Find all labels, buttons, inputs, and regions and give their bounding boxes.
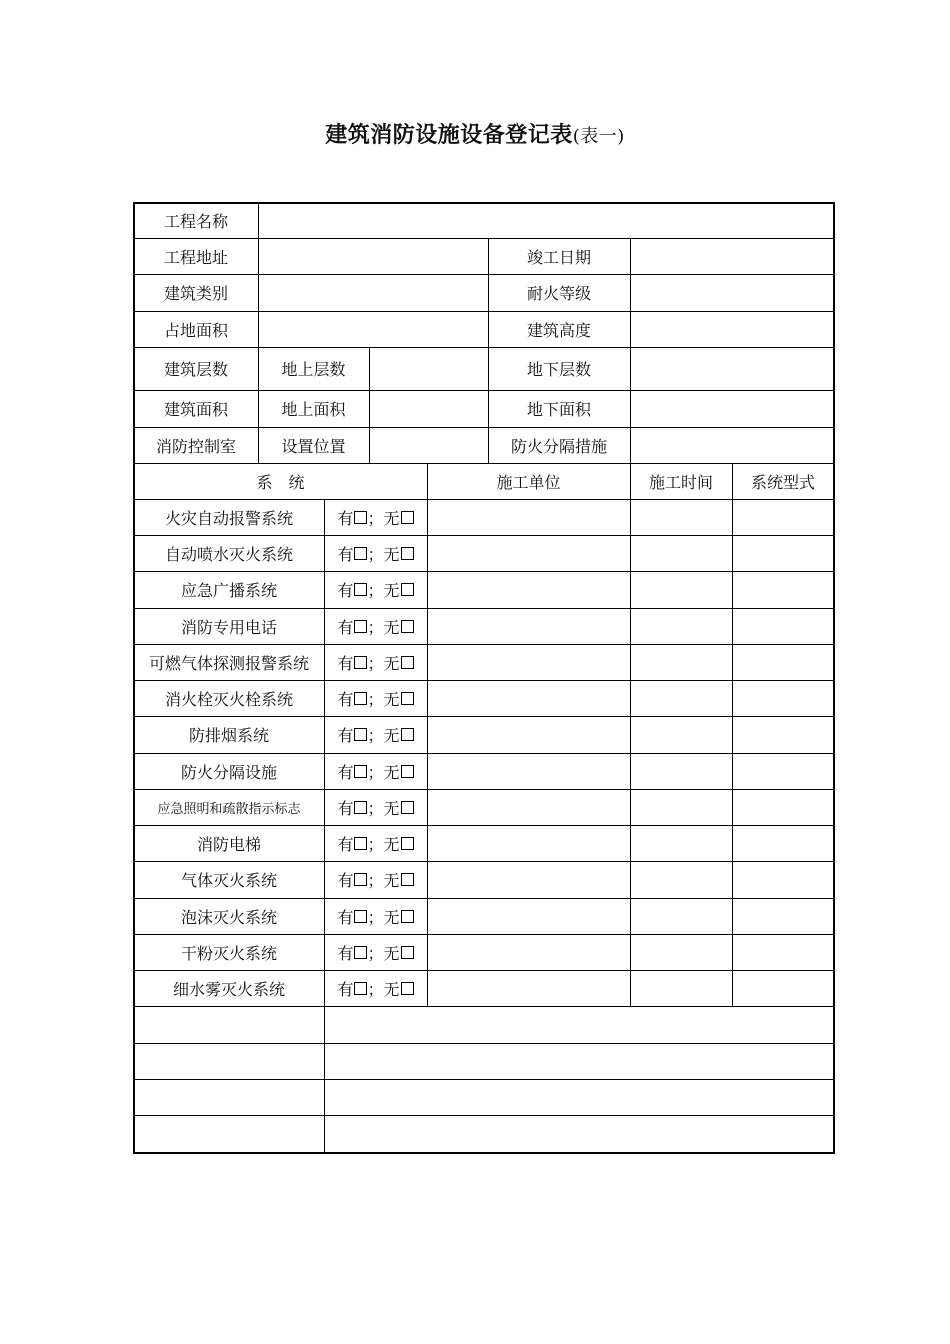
- option-no-label: 无: [383, 762, 400, 782]
- field-system-model[interactable]: [732, 499, 834, 535]
- system-name: 气体灭火系统: [180, 871, 277, 890]
- label-setup-location: 设置位置: [281, 436, 346, 456]
- field-system-model[interactable]: [732, 753, 834, 789]
- label-fire-separation-measures: 防火分隔措施: [510, 436, 607, 456]
- option-yes-checkbox[interactable]: [354, 583, 367, 596]
- system-option: [324, 608, 427, 644]
- page-title: [0, 118, 950, 149]
- option-separator: ；: [367, 617, 384, 637]
- option-yes-label: 有: [337, 762, 354, 782]
- field-fire-resistance-grade[interactable]: [630, 274, 834, 311]
- field-construction-unit[interactable]: [427, 680, 630, 716]
- title-main: 建筑消防设施设备登记表: [325, 123, 573, 148]
- option-separator: ；: [367, 726, 384, 745]
- option-yes-checkbox[interactable]: [354, 765, 367, 778]
- field-system-model[interactable]: [732, 644, 834, 680]
- header-system: 系 统: [256, 472, 305, 492]
- blank-row-value[interactable]: [324, 1079, 834, 1115]
- option-no-label: 无: [383, 979, 400, 999]
- field-construction-unit[interactable]: [427, 789, 630, 825]
- option-yes-checkbox[interactable]: [354, 692, 367, 705]
- option-yes-checkbox[interactable]: [354, 547, 367, 560]
- label-building-area: 建筑面积: [163, 400, 228, 419]
- option-yes-label: 有: [337, 871, 354, 890]
- system-name: 干粉灭火系统: [180, 943, 277, 963]
- field-building-category[interactable]: [258, 274, 488, 311]
- option-no-checkbox[interactable]: [401, 728, 414, 741]
- system-option: [324, 825, 427, 861]
- option-yes-label: 有: [337, 943, 354, 963]
- option-no-checkbox[interactable]: [401, 511, 414, 524]
- field-system-model[interactable]: [732, 970, 834, 1006]
- option-no-label: 无: [383, 871, 400, 890]
- option-yes-label: 有: [337, 689, 354, 709]
- option-no-label: 无: [383, 907, 400, 927]
- field-system-model[interactable]: [732, 861, 834, 898]
- option-no-checkbox[interactable]: [401, 910, 414, 923]
- option-no-label: 无: [383, 617, 400, 637]
- label-completion-date: 竣工日期: [526, 247, 591, 267]
- header-construction-time: 施工时间: [648, 472, 713, 492]
- option-no-checkbox[interactable]: [401, 583, 414, 596]
- option-yes-checkbox[interactable]: [354, 801, 367, 814]
- option-no-label: 无: [383, 544, 400, 564]
- option-yes-label: 有: [337, 653, 354, 673]
- option-yes-label: 有: [337, 508, 354, 528]
- option-no-label: 无: [383, 581, 400, 600]
- field-construction-time[interactable]: [630, 644, 732, 680]
- option-yes-checkbox[interactable]: [354, 511, 367, 524]
- system-name: 可燃气体探测报警系统: [148, 653, 309, 673]
- option-separator: ；: [367, 798, 384, 818]
- option-yes-label: 有: [337, 617, 354, 637]
- label-above-ground-floors: 地上层数: [281, 360, 346, 379]
- blank-row-label[interactable]: [134, 1079, 324, 1115]
- option-no-label: 无: [383, 508, 400, 528]
- system-option: [324, 753, 427, 789]
- header-system-model: 系统型式: [750, 472, 815, 492]
- label-underground-area: 地下面积: [526, 400, 591, 419]
- option-no-checkbox[interactable]: [401, 547, 414, 560]
- option-no-checkbox[interactable]: [401, 620, 414, 633]
- field-completion-date[interactable]: [630, 238, 834, 274]
- option-no-label: 无: [383, 689, 400, 709]
- field-construction-unit[interactable]: [427, 753, 630, 789]
- blank-row-label[interactable]: [134, 1115, 324, 1153]
- system-name: 泡沫灭火系统: [180, 907, 277, 927]
- option-yes-checkbox[interactable]: [354, 620, 367, 633]
- field-construction-time[interactable]: [630, 934, 732, 970]
- field-construction-time[interactable]: [630, 898, 732, 934]
- option-no-checkbox[interactable]: [401, 765, 414, 778]
- field-system-model[interactable]: [732, 535, 834, 571]
- option-separator: ；: [367, 544, 384, 564]
- system-name: 自动喷水灭火系统: [164, 544, 293, 564]
- field-system-model[interactable]: [732, 571, 834, 608]
- field-system-model[interactable]: [732, 680, 834, 716]
- system-option: [324, 716, 427, 753]
- system-option: [324, 644, 427, 680]
- field-system-model[interactable]: [732, 608, 834, 644]
- field-above-ground-floors[interactable]: [369, 347, 488, 390]
- option-yes-checkbox[interactable]: [354, 910, 367, 923]
- field-construction-unit[interactable]: [427, 934, 630, 970]
- field-construction-unit[interactable]: [427, 861, 630, 898]
- field-system-model[interactable]: [732, 789, 834, 825]
- field-construction-time[interactable]: [630, 535, 732, 571]
- option-no-checkbox[interactable]: [401, 837, 414, 850]
- title-sub: (表一): [572, 126, 625, 147]
- blank-row-value[interactable]: [324, 1043, 834, 1079]
- blank-row-value[interactable]: [324, 1006, 834, 1043]
- option-yes-label: 有: [337, 544, 354, 564]
- system-option: [324, 571, 427, 608]
- field-construction-unit[interactable]: [427, 571, 630, 608]
- option-yes-label: 有: [337, 798, 354, 818]
- field-underground-area[interactable]: [630, 390, 834, 427]
- option-yes-checkbox[interactable]: [354, 982, 367, 995]
- label-underground-floors: 地下层数: [526, 360, 591, 379]
- field-project-address[interactable]: [258, 238, 488, 274]
- option-yes-checkbox[interactable]: [354, 656, 367, 669]
- field-construction-time[interactable]: [630, 861, 732, 898]
- option-no-checkbox[interactable]: [401, 982, 414, 995]
- system-option: [324, 970, 427, 1006]
- field-construction-time[interactable]: [630, 825, 732, 861]
- field-construction-unit[interactable]: [427, 970, 630, 1006]
- field-construction-unit[interactable]: [427, 716, 630, 753]
- label-building-height: 建筑高度: [526, 320, 591, 340]
- field-construction-time[interactable]: [630, 716, 732, 753]
- option-no-label: 无: [383, 726, 400, 745]
- field-system-model[interactable]: [732, 898, 834, 934]
- option-yes-label: 有: [337, 907, 354, 927]
- field-building-height[interactable]: [630, 311, 834, 347]
- system-name: 应急照明和疏散指示标志: [157, 801, 301, 817]
- system-option: [324, 535, 427, 571]
- blank-row-value[interactable]: [324, 1115, 834, 1153]
- field-underground-floors[interactable]: [630, 347, 834, 390]
- option-separator: ；: [367, 653, 384, 673]
- field-construction-time[interactable]: [630, 608, 732, 644]
- option-no-label: 无: [383, 798, 400, 818]
- field-construction-unit[interactable]: [427, 535, 630, 571]
- option-separator: ；: [367, 871, 384, 890]
- system-option: [324, 789, 427, 825]
- option-yes-label: 有: [337, 726, 354, 745]
- header-construction-unit: 施工单位: [496, 472, 561, 492]
- field-construction-unit[interactable]: [427, 499, 630, 535]
- option-no-label: 无: [383, 834, 400, 854]
- label-above-ground-area: 地上面积: [281, 400, 346, 419]
- option-yes-label: 有: [337, 581, 354, 600]
- label-fire-control-room: 消防控制室: [155, 436, 236, 456]
- label-building-category: 建筑类别: [163, 284, 228, 303]
- option-yes-checkbox[interactable]: [354, 837, 367, 850]
- system-name: 细水雾灭火系统: [172, 979, 285, 999]
- blank-row-label[interactable]: [134, 1006, 324, 1043]
- option-separator: ；: [367, 762, 384, 782]
- system-name: 消防电梯: [196, 834, 261, 854]
- label-fire-resistance-grade: 耐火等级: [526, 284, 591, 303]
- system-option: [324, 861, 427, 898]
- option-yes-checkbox[interactable]: [354, 946, 367, 959]
- field-construction-time[interactable]: [630, 753, 732, 789]
- field-construction-unit[interactable]: [427, 644, 630, 680]
- system-name: 火灾自动报警系统: [164, 508, 293, 528]
- system-name: 应急广播系统: [180, 581, 277, 600]
- field-construction-time[interactable]: [630, 789, 732, 825]
- option-separator: ；: [367, 834, 384, 854]
- option-yes-checkbox[interactable]: [354, 873, 367, 886]
- label-project-address: 工程地址: [163, 247, 228, 267]
- system-name: 防火分隔设施: [180, 762, 277, 782]
- system-option: [324, 680, 427, 716]
- label-building-floors: 建筑层数: [163, 360, 228, 379]
- field-construction-time[interactable]: [630, 970, 732, 1006]
- option-no-checkbox[interactable]: [401, 946, 414, 959]
- system-option: [324, 898, 427, 934]
- system-name: 消火栓灭火栓系统: [164, 689, 293, 709]
- option-separator: ；: [367, 907, 384, 927]
- field-construction-time[interactable]: [630, 499, 732, 535]
- option-no-checkbox[interactable]: [401, 692, 414, 705]
- field-system-model[interactable]: [732, 716, 834, 753]
- option-separator: ；: [367, 979, 384, 999]
- field-construction-time[interactable]: [630, 571, 732, 608]
- field-system-model[interactable]: [732, 825, 834, 861]
- field-construction-time[interactable]: [630, 680, 732, 716]
- field-construction-unit[interactable]: [427, 825, 630, 861]
- field-construction-unit[interactable]: [427, 898, 630, 934]
- option-no-checkbox[interactable]: [401, 873, 414, 886]
- system-name: 消防专用电话: [180, 617, 277, 637]
- option-separator: ；: [367, 508, 384, 528]
- option-yes-label: 有: [337, 834, 354, 854]
- option-separator: ；: [367, 581, 384, 600]
- field-land-area[interactable]: [258, 311, 488, 347]
- label-land-area: 占地面积: [163, 320, 228, 340]
- system-option: [324, 934, 427, 970]
- system-name: 防排烟系统: [188, 726, 269, 745]
- field-project-name[interactable]: [258, 203, 834, 238]
- field-above-ground-area[interactable]: [369, 390, 488, 427]
- option-no-label: 无: [383, 943, 400, 963]
- blank-row-label[interactable]: [134, 1043, 324, 1079]
- option-no-checkbox[interactable]: [401, 656, 414, 669]
- field-system-model[interactable]: [732, 934, 834, 970]
- option-yes-checkbox[interactable]: [354, 728, 367, 741]
- field-construction-unit[interactable]: [427, 608, 630, 644]
- field-fire-separation-measures[interactable]: [630, 427, 834, 463]
- option-separator: ；: [367, 689, 384, 709]
- option-yes-label: 有: [337, 979, 354, 999]
- field-setup-location[interactable]: [369, 427, 488, 463]
- label-project-name: 工程名称: [163, 212, 228, 231]
- option-separator: ；: [367, 943, 384, 963]
- option-no-checkbox[interactable]: [401, 801, 414, 814]
- system-option: [324, 499, 427, 535]
- option-no-label: 无: [383, 653, 400, 673]
